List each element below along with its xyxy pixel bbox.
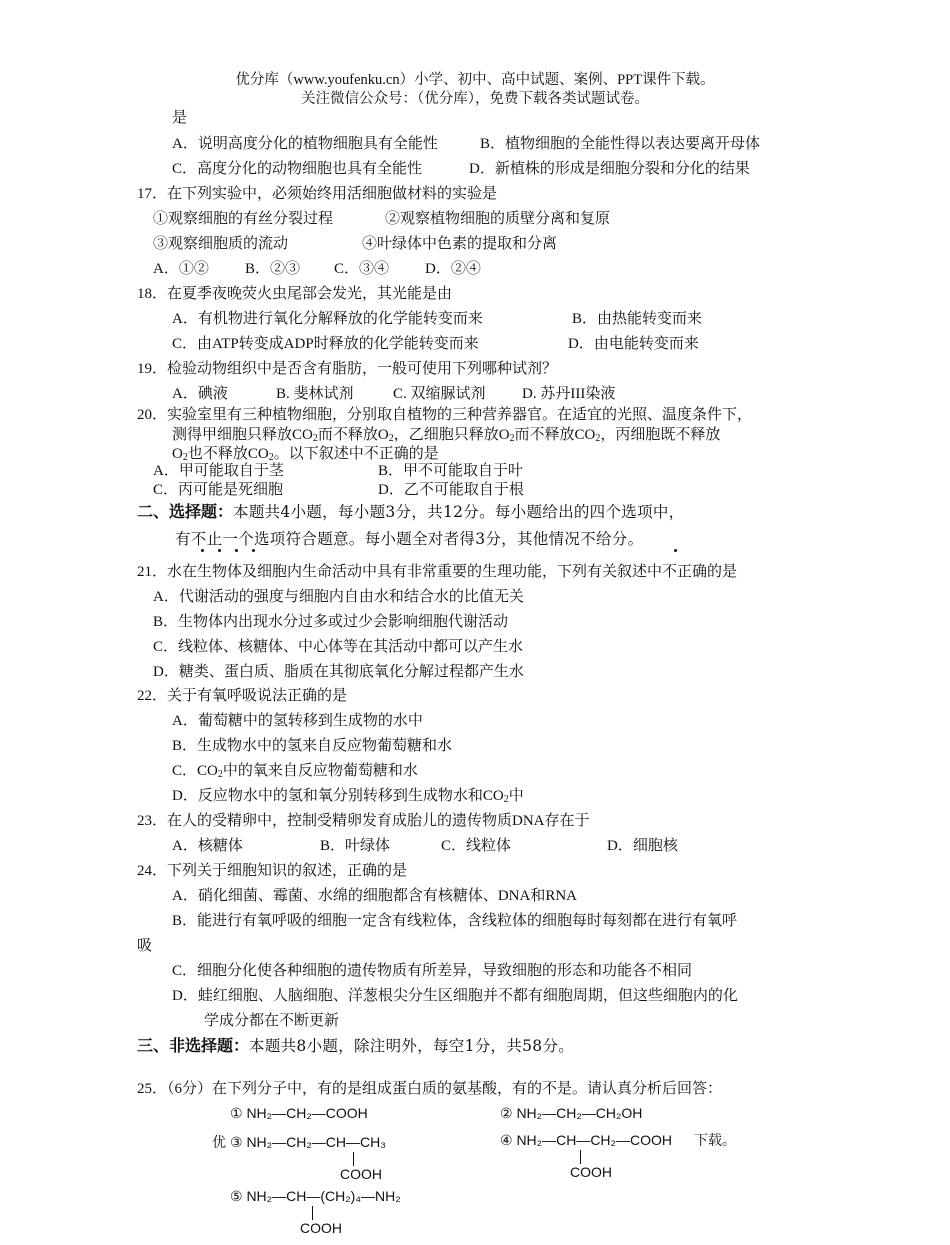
q18-option-c: C．由ATP转变成ADP时释放的化学能转变而来 xyxy=(172,336,479,352)
q19-option-a: A．碘液 xyxy=(172,386,228,402)
bond-line xyxy=(580,1150,581,1164)
molecule-1: ① NH₂—CH₂—COOH xyxy=(230,1105,368,1121)
bond-line xyxy=(312,1206,313,1220)
q23-option-c: C．线粒体 xyxy=(441,838,512,854)
q17-option-c: C．③④ xyxy=(334,261,390,277)
q16-lead: 是 xyxy=(172,110,188,126)
q19-option-d: D. 苏丹III染液 xyxy=(522,386,616,402)
q23-option-a: A．核糖体 xyxy=(172,838,243,854)
q24-option-a: A．硝化细菌、霉菌、水绵的细胞都含有核糖体、DNA和RNA xyxy=(172,888,578,904)
q24-stem: 24．下列关于细胞知识的叙述，正确的是 xyxy=(137,863,408,879)
q24-option-b-line-1: B．能进行有氧呼吸的细胞一定含有线粒体，含线粒体的细胞每时每刻都在进行有氧呼 xyxy=(172,913,738,929)
emphasis-dot xyxy=(252,549,255,552)
header-line-2: 关注微信公众号：（优分库），免费下载各类试题试卷。 xyxy=(301,91,649,107)
watermark-prefix: 优 xyxy=(212,1134,226,1150)
section-2-heading: 二、选择题：本题共4小题，每小题3分，共12分。每小题给出的四个选项中， xyxy=(137,502,685,521)
q22-option-b: B．生成物水中的氢来自反应物葡萄糖和水 xyxy=(172,738,453,754)
molecule-5: ⑤ NH₂—CH—(CH₂)₄—NH₂ xyxy=(230,1188,401,1204)
molecule-4: ④ NH₂—CH—CH₂—COOH xyxy=(500,1132,672,1148)
q18-option-a: A．有机物进行氧化分解释放的化学能转变而来 xyxy=(172,311,483,327)
q16-option-b: B．植物细胞的全能性得以表达要离开母体 xyxy=(480,136,761,152)
molecule-5-branch: COOH xyxy=(300,1220,342,1236)
q20-stem-line-2: 测得甲细胞只释放$CO_2$而不释放$O_2$，乙细胞只释放$O_2$而不释放$CO_2$，丙细胞既不释放 xyxy=(172,427,721,444)
q17-item-2: ②观察植物细胞的质壁分离和复原 xyxy=(385,211,611,227)
section-3-heading: 三、非选择题：本题共8小题，除注明外，每空1分，共58分。 xyxy=(137,1036,575,1055)
q18-option-d: D．由电能转变而来 xyxy=(568,336,699,352)
q21-stem: 21．水在生物体及细胞内生命活动中具有非常重要的生理功能，下列有关叙述中不正确的是 xyxy=(137,564,738,580)
watermark-suffix: 下载。 xyxy=(694,1132,736,1148)
q17-item-4: ④叶绿体中色素的提取和分离 xyxy=(362,236,558,252)
q23-option-b: B．叶绿体 xyxy=(320,838,391,854)
q19-option-c: C. 双缩脲试剂 xyxy=(393,386,486,402)
q17-option-d: D．②④ xyxy=(425,261,481,277)
molecule-4-branch: COOH xyxy=(570,1164,612,1180)
q23-option-d: D．细胞核 xyxy=(607,838,678,854)
q21-option-b: B．生物体内出现水分过多或过少会影响细胞代谢活动 xyxy=(153,614,509,630)
q21-option-a: A．代谢活动的强度与细胞内自由水和结合水的比值无关 xyxy=(153,589,524,605)
molecule-3-branch: COOH xyxy=(340,1166,382,1182)
q20-stem-line-3: $O_2$也不释放$CO_2$。以下叙述中不正确的是 xyxy=(172,446,439,463)
q17-option-b: B．②③ xyxy=(245,261,301,277)
q17-option-a: A．①② xyxy=(153,261,209,277)
section-2-line-2: 有不止一个选项符合题意。每小题全对者得3分，其他情况不给分。 xyxy=(175,530,644,548)
q20-option-b: B．甲不可能取自于叶 xyxy=(378,463,524,479)
q16-option-a: A．说明高度分化的植物细胞具有全能性 xyxy=(172,136,438,152)
q23-stem: 23．在人的受精卵中，控制受精卵发育成胎儿的遗传物质DNA存在于 xyxy=(137,813,590,829)
q19-option-b: B. 斐林试剂 xyxy=(276,386,354,402)
q21-option-d: D．糖类、蛋白质、脂质在其彻底氧化分解过程都产生水 xyxy=(153,664,524,680)
molecule-2: ② NH₂—CH₂—CH₂OH xyxy=(500,1105,643,1121)
emphasis-dot xyxy=(201,549,204,552)
q18-stem: 18．在夏季夜晚荧火虫尾部会发光，其光能是由 xyxy=(137,286,453,302)
q18-option-b: B．由热能转变而来 xyxy=(572,311,703,327)
q24-option-c: C．细胞分化使各种细胞的遗传物质有所差异，导致细胞的形态和功能各不相同 xyxy=(172,963,693,979)
q20-option-a: A．甲可能取自于茎 xyxy=(153,463,284,479)
q22-option-a: A．葡萄糖中的氢转移到生成物的水中 xyxy=(172,713,423,729)
q24-option-d-line-2: 学成分都在不断更新 xyxy=(204,1013,340,1029)
q20-stem-line-1: 20．实验室里有三种植物细胞，分别取自植物的三种营养器官。在适宜的光照、温度条件下， xyxy=(137,407,753,423)
q24-option-b-line-2: 吸 xyxy=(137,938,153,954)
emphasis-dot xyxy=(235,549,238,552)
bond-line xyxy=(353,1152,354,1166)
q17-item-1: ①观察细胞的有丝分裂过程 xyxy=(153,211,334,227)
q20-option-c: C．丙可能是死细胞 xyxy=(153,482,284,498)
q16-option-c: C．高度分化的动物细胞也具有全能性 xyxy=(172,161,423,177)
molecule-3: ③ NH₂—CH₂—CH—CH₃ xyxy=(230,1134,386,1150)
q24-option-d-line-1: D．蛙红细胞、人脑细胞、洋葱根尖分生区细胞并不都有细胞周期，但这些细胞内的化 xyxy=(172,988,738,1004)
q22-option-d: D．反应物水中的氢和氧分别转移到生成物水和$CO_2$中 xyxy=(172,788,524,805)
header-line-1: 优分库（www.youfenku.cn）小学、初中、高中试题、案例、PPT课件下载。 xyxy=(235,72,715,88)
q22-option-c: C．$CO_2$中的氧来自反应物葡萄糖和水 xyxy=(172,763,418,780)
q20-option-d: D．乙不可能取自于根 xyxy=(378,482,524,498)
q25-stem: 25．（6分）在下列分子中，有的是组成蛋白质的氨基酸，有的不是。请认真分析后回答： xyxy=(137,1081,723,1097)
emphasis-dot xyxy=(674,549,677,552)
q22-stem: 22．关于有氧呼吸说法正确的是 xyxy=(137,688,348,704)
q17-stem: 17．在下列实验中，必须始终用活细胞做材料的实验是 xyxy=(137,186,498,202)
q17-item-3: ③观察细胞质的流动 xyxy=(153,236,289,252)
q16-option-d: D．新植株的形成是细胞分裂和分化的结果 xyxy=(469,161,750,177)
emphasis-dot xyxy=(218,549,221,552)
q21-option-c: C．线粒体、核糖体、中心体等在其活动中都可以产生水 xyxy=(153,639,524,655)
q19-stem: 19．检验动物组织中是否含有脂肪，一般可使用下列哪种试剂？ xyxy=(137,361,558,377)
